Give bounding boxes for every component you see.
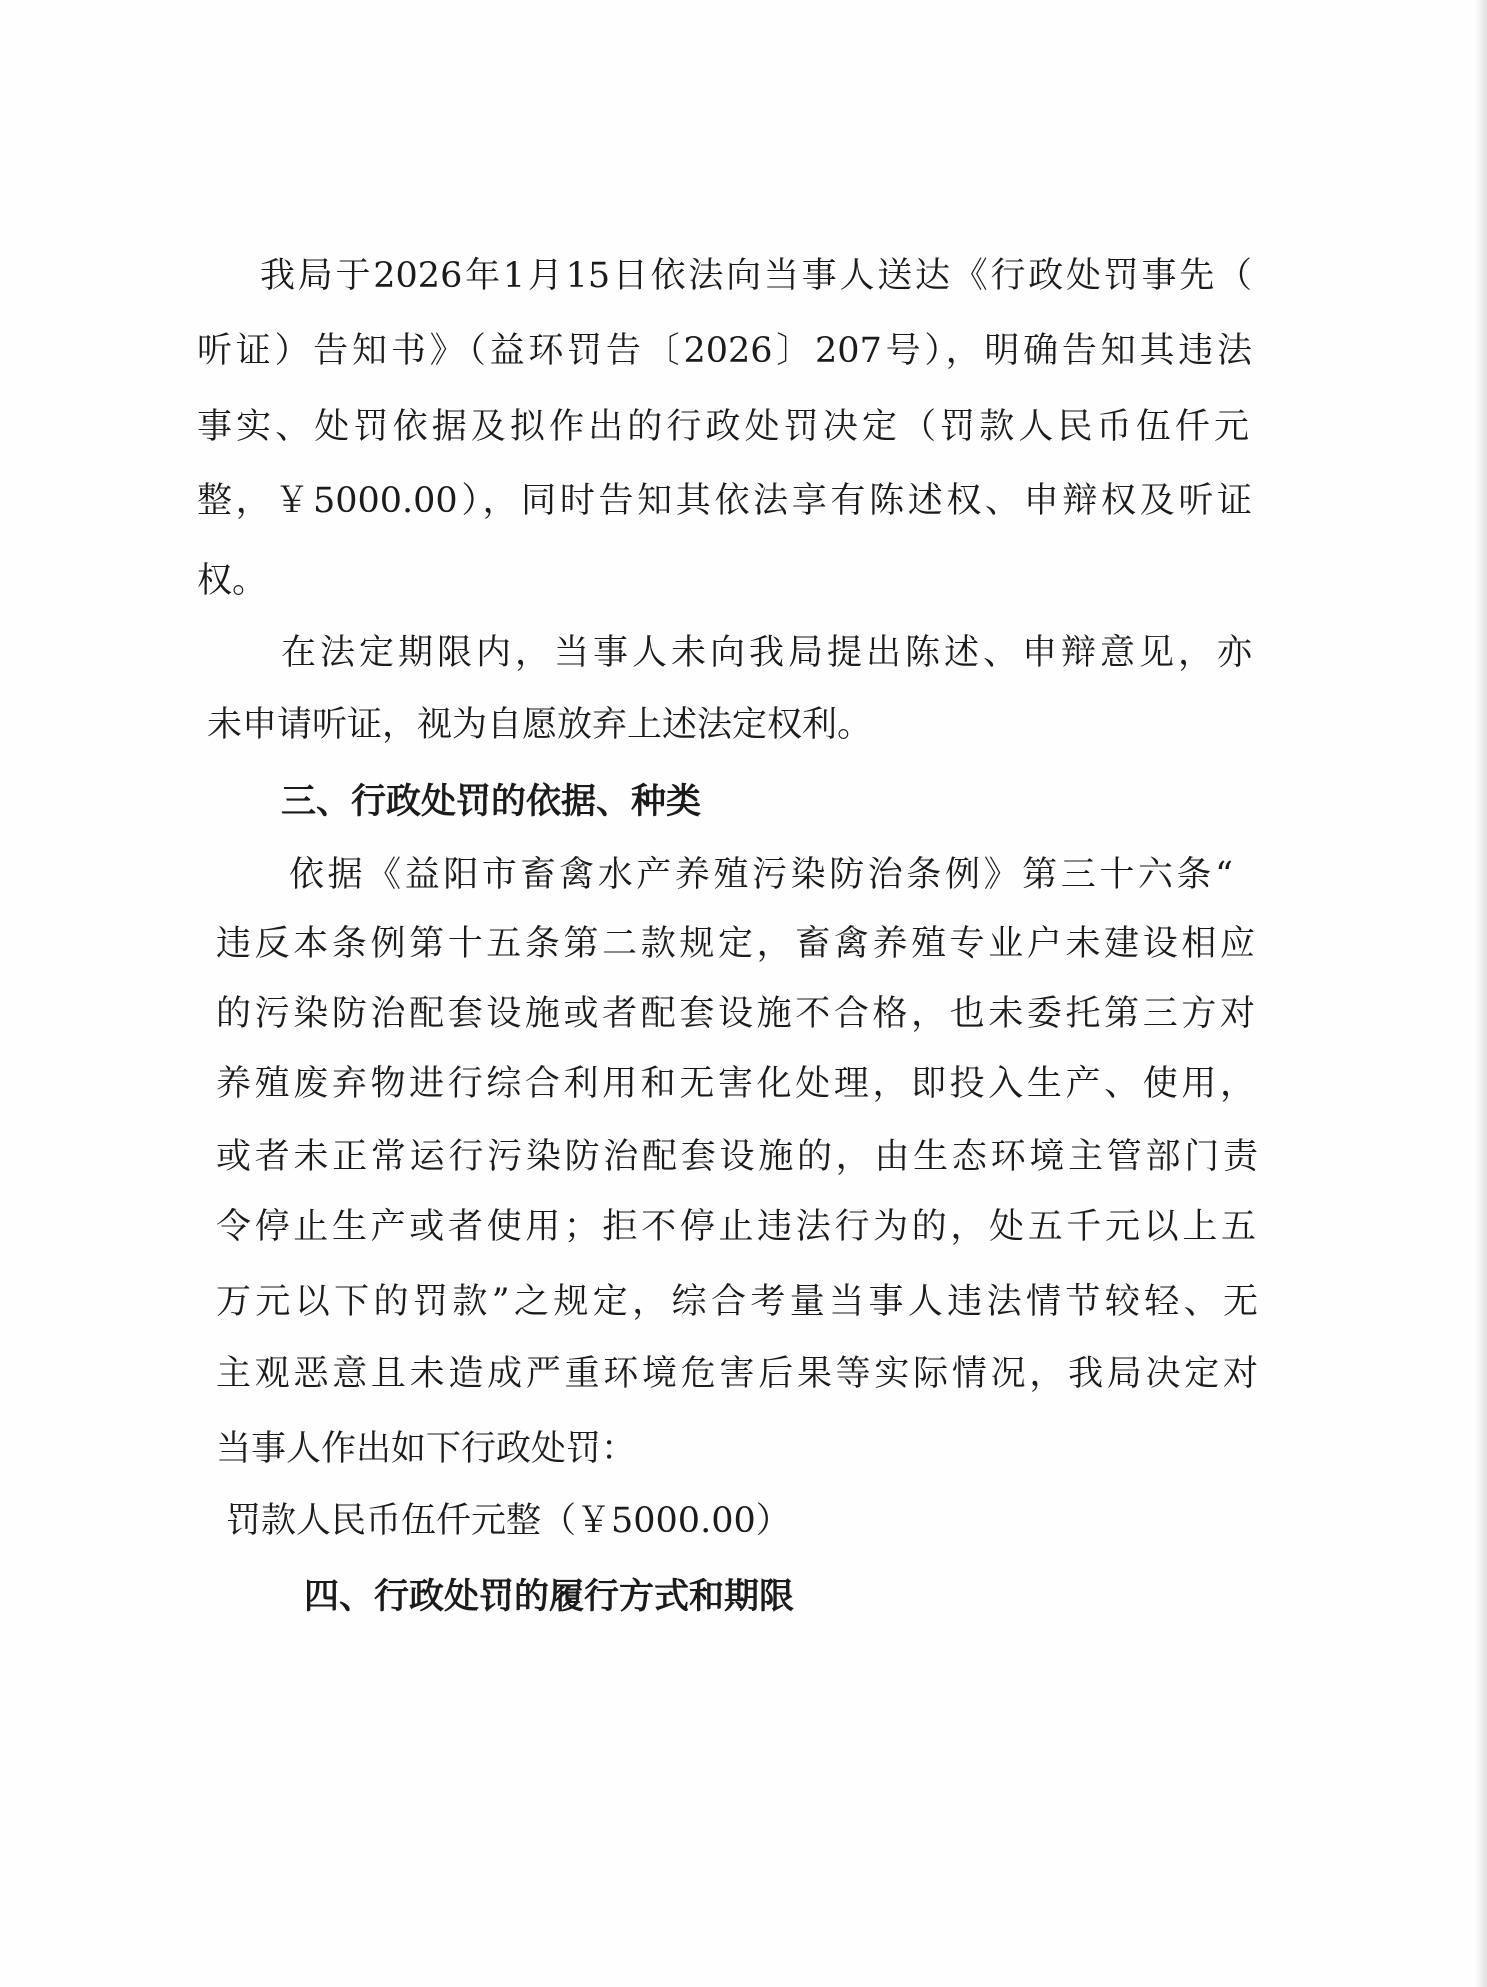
scan-edge-shadow xyxy=(1475,0,1487,1987)
basis-paragraph-line: 主观恶意且未造成严重环境危害后果等实际情况，我局决定对 xyxy=(216,1354,1258,1394)
penalty-amount-line: 罚款人民币伍仟元整（￥5000.00） xyxy=(226,1501,791,1541)
waiver-paragraph-line: 未申请听证，视为自愿放弃上述法定权利。 xyxy=(207,705,873,745)
section-four-heading: 四、行政处罚的履行方式和期限 xyxy=(304,1576,795,1617)
notice-paragraph-line: 听证）告知书》（益环罚告〔2026〕207号），明确告知其违法 xyxy=(197,331,1252,371)
basis-paragraph-line: 令停止生产或者使用；拒不停止违法行为的，处五千元以上五 xyxy=(216,1207,1256,1247)
basis-paragraph-line: 违反本条例第十五条第二款规定，畜禽养殖专业户未建设相应 xyxy=(216,924,1255,964)
basis-paragraph-line: 的污染防治配套设施或者配套设施不合格，也未委托第三方对 xyxy=(216,994,1255,1034)
notice-paragraph-line: 我局于2026年1月15日依法向当事人送达《行政处罚事先（ xyxy=(260,256,1252,296)
notice-paragraph-line: 权。 xyxy=(197,561,268,601)
notice-paragraph-line: 事实、处罚依据及拟作出的行政处罚决定（罚款人民币伍仟元 xyxy=(197,407,1249,447)
basis-paragraph-line: 万元以下的罚款”之规定，综合考量当事人违法情节较轻、无 xyxy=(216,1282,1258,1322)
basis-paragraph-line: 养殖废弃物进行综合利用和无害化处理，即投入生产、使用， xyxy=(216,1064,1255,1104)
basis-paragraph-line: 当事人作出如下行政处罚： xyxy=(216,1429,637,1469)
basis-paragraph-line: 或者未正常运行污染防治配套设施的，由生态环境主管部门责 xyxy=(216,1137,1258,1177)
notice-paragraph-line: 整，￥5000.00），同时告知其依法享有陈述权、申辩权及听证 xyxy=(197,481,1252,521)
section-three-heading: 三、行政处罚的依据、种类 xyxy=(281,781,702,822)
basis-paragraph-line: 依据《益阳市畜禽水产养殖污染防治条例》第三十六条“ xyxy=(289,855,1233,895)
waiver-paragraph-line: 在法定期限内，当事人未向我局提出陈述、申辩意见，亦 xyxy=(281,633,1252,673)
